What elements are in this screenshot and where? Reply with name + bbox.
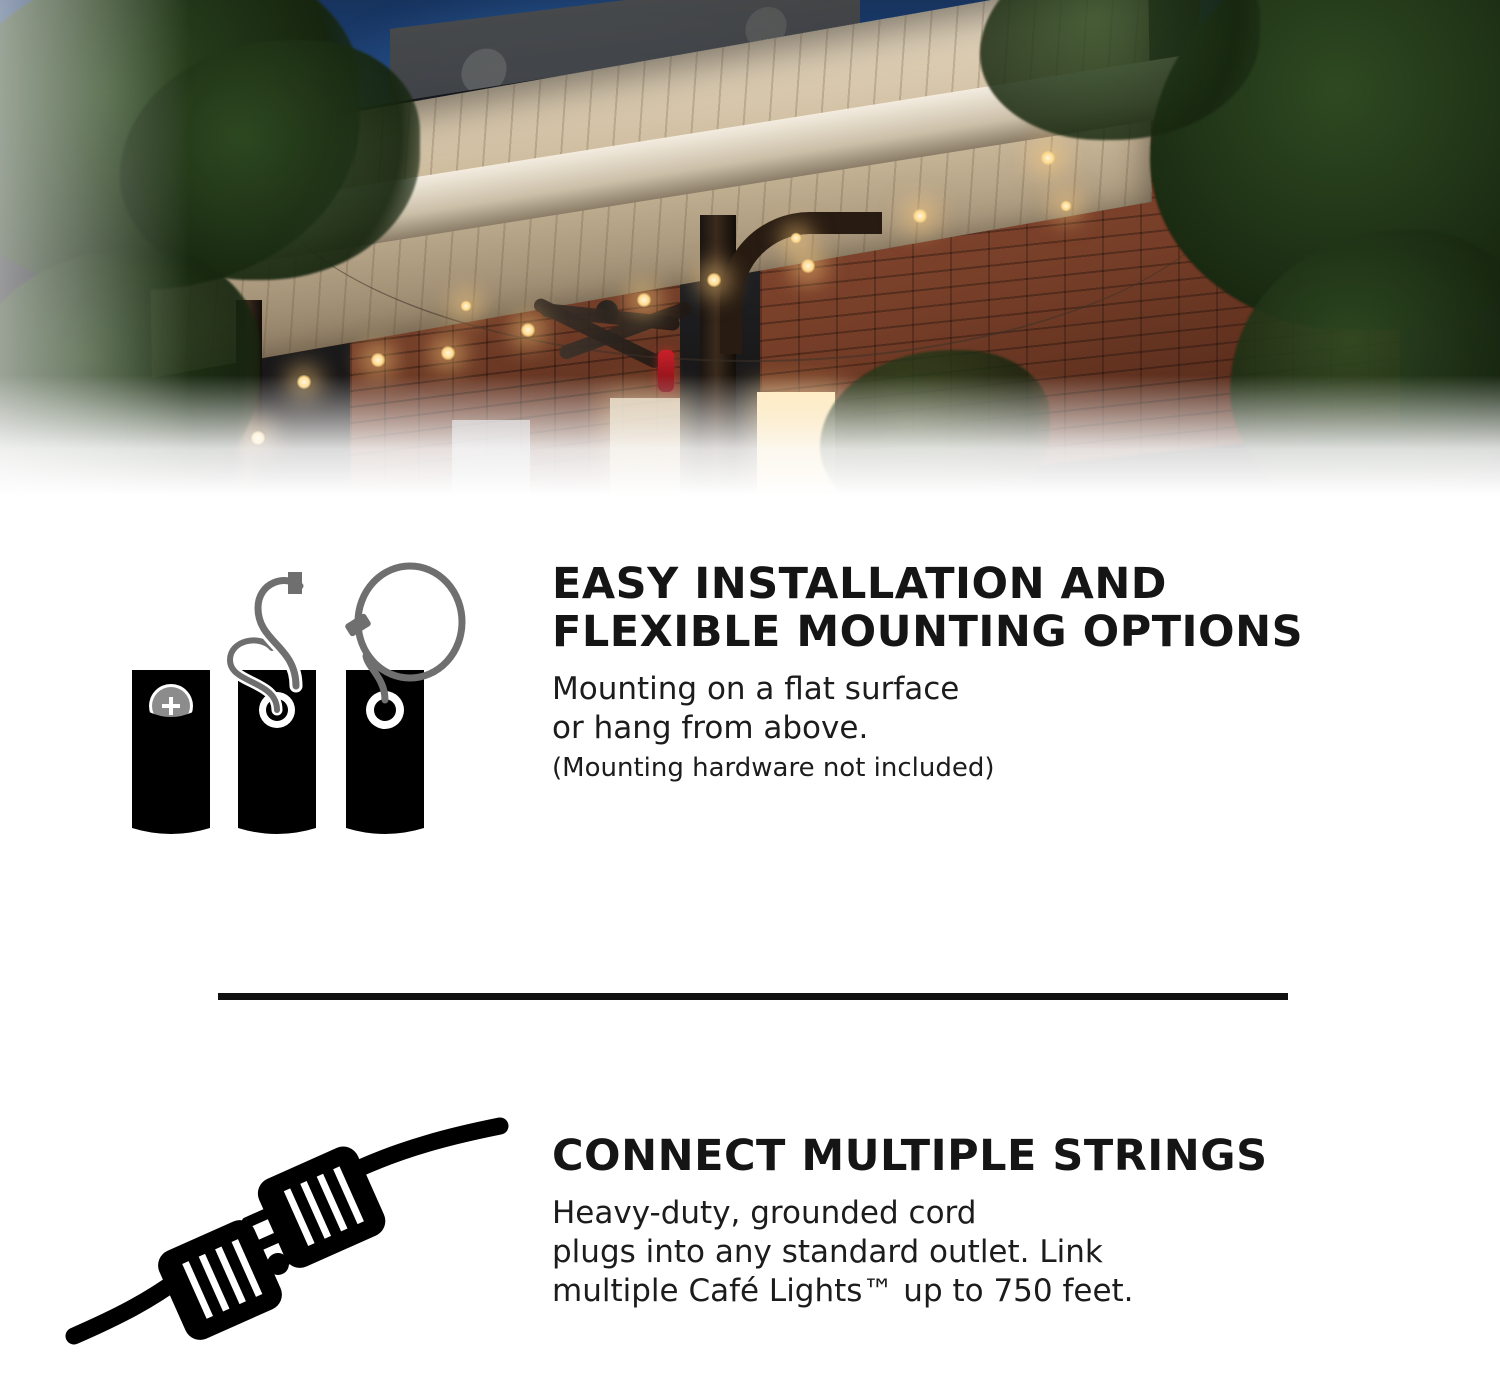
body-line-1: Heavy-duty, grounded cord — [552, 1195, 977, 1232]
mounting-tabs-illustration — [110, 560, 510, 860]
recessed-light — [1060, 200, 1072, 212]
string-light-bulb — [520, 322, 536, 338]
string-light-bulb — [370, 352, 386, 368]
mounting-tabs-icon — [110, 560, 510, 860]
page-title — [552, 1132, 1452, 1180]
headline-line-1: CONNECT MULTIPLE STRINGS — [552, 1131, 1268, 1181]
section-divider — [218, 993, 1288, 1000]
body-line-3: multiple Café Lights™ up to 750 feet. — [552, 1273, 1134, 1310]
page-title — [552, 560, 1452, 656]
recessed-light — [460, 300, 472, 312]
plug-connector-icon — [60, 1100, 530, 1360]
recessed-light — [790, 232, 802, 244]
body-line-1: Mounting on a flat surface — [552, 671, 960, 708]
easy-installation-text — [552, 560, 1452, 786]
body-line-2: or hang from above. — [552, 710, 869, 747]
headline-line-1: EASY INSTALLATION AND — [552, 559, 1167, 609]
connect-strings-text — [552, 1132, 1452, 1311]
string-light-bulb — [706, 272, 722, 288]
section-connect-multiple-strings — [0, 1110, 1500, 1370]
string-light-bulb — [636, 292, 652, 308]
headline-line-2: FLEXIBLE MOUNTING OPTIONS — [552, 607, 1304, 658]
hero-bottom-fade — [0, 375, 1500, 495]
string-light-bulb — [912, 208, 928, 224]
string-light-bulb — [1040, 150, 1056, 166]
body-line-2: plugs into any standard outlet. Link — [552, 1234, 1103, 1271]
string-light-bulb — [800, 258, 816, 274]
hero-photo — [0, 0, 1500, 495]
section-easy-installation — [0, 560, 1500, 920]
plug-connector-illustration — [60, 1100, 530, 1360]
string-light-bulb — [440, 345, 456, 361]
hardware-note: (Mounting hardware not included) — [552, 753, 995, 784]
